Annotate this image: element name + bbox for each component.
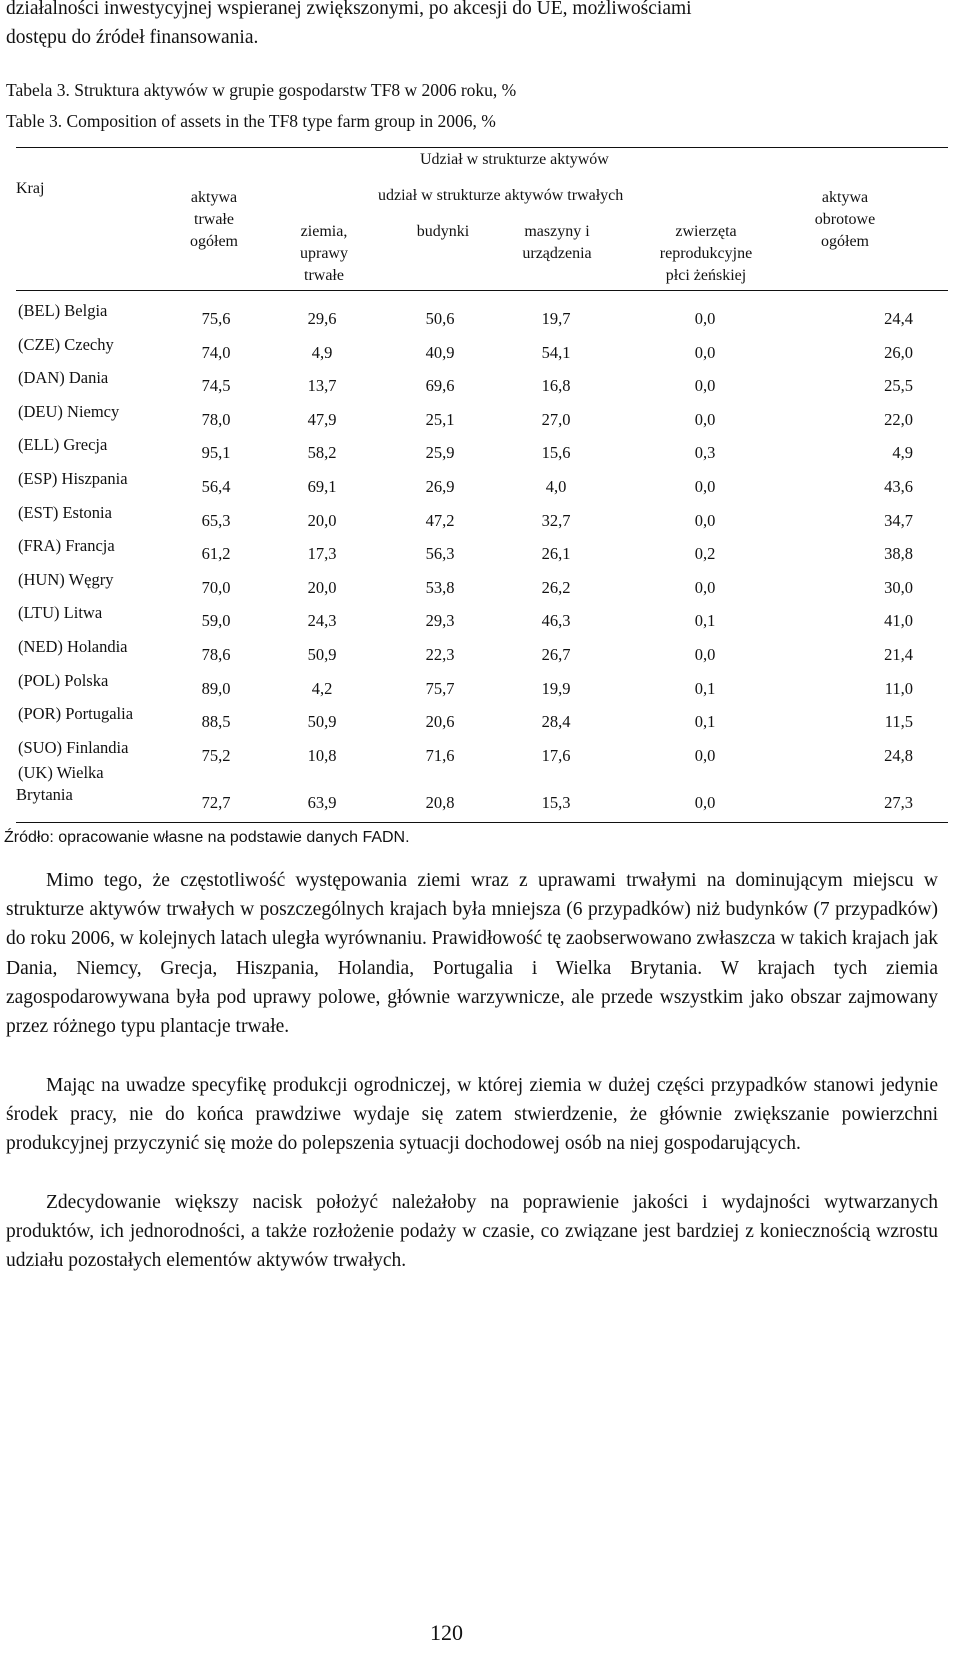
value-cell: 50,9: [307, 712, 337, 732]
value-cell: 27,3: [884, 793, 913, 813]
table-header-rule: [16, 290, 948, 291]
value-cell: 20,0: [307, 577, 337, 597]
country-cell: (POL) Polska: [18, 670, 109, 690]
value-cell: 26,9: [425, 477, 455, 496]
value-cell: 50,6: [425, 309, 455, 328]
value-cell: 20,8: [425, 793, 455, 813]
value-cell: 30,0: [884, 577, 913, 597]
value-cell: 78,0: [201, 409, 231, 429]
value-cell: 0,3: [694, 443, 716, 463]
country-cell: (DEU) Niemcy: [18, 401, 120, 421]
value-cell: 24,8: [884, 745, 913, 765]
country-cell: (HUN) Węgry: [18, 569, 114, 589]
value-cell: 22,0: [884, 409, 913, 429]
value-cell: 29,3: [425, 611, 455, 631]
value-cell: 17,6: [541, 745, 571, 765]
value-cell: 0,1: [694, 678, 716, 698]
value-cell: 0,0: [694, 477, 716, 496]
value-cell: 26,1: [541, 544, 571, 564]
value-cell: 0,1: [694, 712, 716, 732]
value-cell: 13,7: [307, 376, 337, 396]
value-cell: 4,2: [311, 678, 333, 698]
value-cell: 25,9: [425, 443, 455, 463]
value-cell: 43,6: [884, 477, 913, 496]
value-cell: 11,0: [884, 678, 913, 698]
table-caption-en: Table 3. Composition of assets in the TF8 type farm group in 2006, %: [6, 111, 496, 131]
value-cell: 27,0: [541, 409, 571, 429]
value-cell: 34,7: [884, 510, 913, 530]
table-top-rule: [16, 147, 948, 148]
header-buildings: budynki: [416, 223, 470, 240]
value-cell: 0,0: [694, 510, 716, 530]
value-cell: 59,0: [201, 611, 231, 631]
value-cell: 28,4: [541, 712, 571, 732]
value-cell: 25,5: [884, 376, 913, 396]
value-cell: 47,2: [425, 510, 455, 530]
value-cell: 61,2: [201, 544, 231, 564]
value-cell: 19,7: [541, 309, 571, 328]
value-cell: 75,2: [201, 745, 231, 765]
table-caption-pl: Tabela 3. Struktura aktywów w grupie gospodarstw TF8 w 2006 roku, %: [6, 80, 517, 100]
header-land: ziemia, uprawy trwałe: [300, 223, 348, 284]
value-cell: 10,8: [307, 745, 337, 765]
value-cell: 75,6: [201, 309, 231, 328]
value-cell: 15,3: [541, 793, 571, 813]
value-cell: 0,1: [694, 611, 716, 631]
value-cell: 63,9: [307, 793, 337, 813]
source-note: Źródło: opracowanie własne na podstawie danych FADN.: [4, 829, 410, 846]
country-cell: (DAN) Dania: [18, 368, 109, 388]
value-cell: 0,0: [694, 645, 716, 664]
value-cell: 4,9: [311, 342, 333, 362]
value-cell: 0,0: [694, 376, 716, 396]
value-cell: 29,6: [307, 309, 337, 328]
country-cell: (LTU) Litwa: [18, 603, 103, 623]
table-bottom-rule: [16, 822, 948, 823]
header-current-total: aktywa obrotowe ogółem: [814, 189, 876, 250]
page-number: 120: [430, 1620, 463, 1645]
country-cell: (BEL) Belgia: [18, 301, 108, 320]
value-cell: 56,3: [425, 544, 455, 564]
header-animals: zwierzęta reprodukcyjne płci żeńskiej: [659, 223, 753, 284]
value-cell: 41,0: [884, 611, 913, 631]
value-cell: 70,0: [201, 577, 231, 597]
country-cell: (CZE) Czechy: [18, 334, 114, 354]
value-cell: 75,7: [425, 678, 455, 698]
value-cell: 16,8: [541, 376, 571, 396]
value-cell: 89,0: [201, 678, 231, 698]
value-cell: 58,2: [307, 443, 337, 463]
paragraph-3: Zdecydowanie większy nacisk położyć należałoby na poprawienie jakości i wydajności wytwarzanych produktów, ich jednorodności, a także rozłożenie podaży w czasie, co związane jest bardziej z koniecznością wzrostu udziału pozostałych elementów aktywów trwałych.: [6, 1192, 938, 1272]
value-cell: 22,3: [425, 645, 455, 664]
value-cell: 71,6: [425, 745, 455, 765]
value-cell: 21,4: [884, 645, 913, 664]
value-cell: 95,1: [201, 443, 231, 463]
value-cell: 74,5: [201, 376, 231, 396]
value-cell: 78,6: [201, 645, 231, 664]
value-cell: 24,4: [884, 309, 913, 328]
value-cell: 0,0: [694, 577, 716, 597]
value-cell: 72,7: [201, 793, 231, 813]
value-cell: 38,8: [884, 544, 913, 564]
country-cell: (NED) Holandia: [18, 637, 128, 656]
value-cell: 40,9: [425, 342, 455, 362]
value-cell: 26,2: [541, 577, 571, 597]
value-cell: 0,0: [694, 409, 716, 429]
value-cell: 11,5: [884, 712, 913, 732]
value-cell: 26,0: [884, 342, 913, 362]
value-cell: 0,0: [694, 745, 716, 765]
value-cell: 15,6: [541, 443, 571, 463]
value-cell: 53,8: [425, 577, 455, 597]
value-cell: 69,1: [307, 477, 337, 496]
value-cell: 17,3: [307, 544, 337, 564]
header-fixed-total: aktywa trwałe ogółem: [190, 189, 238, 250]
value-cell: 26,7: [541, 645, 571, 664]
value-cell: 19,9: [541, 678, 571, 698]
value-cell: 20,0: [307, 510, 337, 530]
header-group-fixed: udział w strukturze aktywów trwałych: [378, 187, 624, 204]
country-cell: (EST) Estonia: [18, 502, 112, 522]
country-cell: (UK) Wielka Brytania: [16, 763, 104, 805]
country-cell: (ESP) Hiszpania: [18, 469, 128, 488]
value-cell: 69,6: [425, 376, 455, 396]
value-cell: 47,9: [307, 409, 337, 429]
value-cell: 0,0: [694, 793, 716, 813]
country-cell: (FRA) Francja: [18, 536, 115, 556]
paragraph-2: Mając na uwadze specyfikę produkcji ogrodniczej, w której ziemia w dużej części przypadków stanowi jedynie środek pracy, nie do końca prawdziwe wydaje się zatem stwierdzenie, że głównie zwiększanie powierzchni produkcyjnej przyczynić się może do polepszenia sytuacji dochodowej osób na niej gospodarujących.: [6, 1075, 938, 1155]
value-cell: 65,3: [201, 510, 231, 530]
value-cell: 88,5: [201, 712, 231, 732]
value-cell: 46,3: [541, 611, 571, 631]
value-cell: 0,2: [694, 544, 716, 564]
header-country: Kraj: [16, 180, 45, 197]
paragraph-1: Mimo tego, że częstotliwość występowania ziemi wraz z uprawami trwałymi na dominującym miejscu w strukturze aktywów trwałych w poszczególnych krajach była mniejsza (6 przypadków) niż budynków (7 przypadków) do roku 2006, w kolejnych latach uległa wyrównaniu. Prawidłowość tę zaobserwowano zwłaszcza w takich krajach jak Dania, Niemcy, Grecja, Hiszpania, Holandia, Portugalia i Wielka Brytania. W krajach tych ziemia zagospodarowywana była pod uprawy polowe, głównie warzywnicze, ale przede wszystkim jako obszar zajmowany przez różnego typu plantacje trwałe.: [6, 870, 938, 1038]
country-cell: (ELL) Grecja: [18, 435, 108, 455]
value-cell: 24,3: [307, 611, 337, 631]
value-cell: 4,0: [545, 477, 567, 496]
header-machinery: maszyny i urządzenia: [522, 223, 592, 262]
value-cell: 50,9: [307, 645, 337, 664]
value-cell: 25,1: [425, 409, 455, 429]
value-cell: 0,0: [694, 342, 716, 362]
value-cell: 4,9: [892, 443, 913, 463]
intro-line-1: działalności inwestycyjnej wspieranej zwiększonymi, po akcesji do UE, możliwościami: [6, 0, 692, 19]
country-cell: (POR) Portugalia: [18, 704, 134, 724]
value-cell: 74,0: [201, 342, 231, 362]
value-cell: 32,7: [541, 510, 571, 530]
header-group-top: Udział w strukturze aktywów: [420, 151, 609, 168]
value-cell: 56,4: [201, 477, 231, 496]
value-cell: 0,0: [694, 309, 716, 328]
country-cell: (SUO) Finlandia: [18, 737, 129, 757]
intro-line-2: dostępu do źródeł finansowania.: [6, 27, 259, 48]
value-cell: 20,6: [425, 712, 455, 732]
value-cell: 54,1: [541, 342, 571, 362]
